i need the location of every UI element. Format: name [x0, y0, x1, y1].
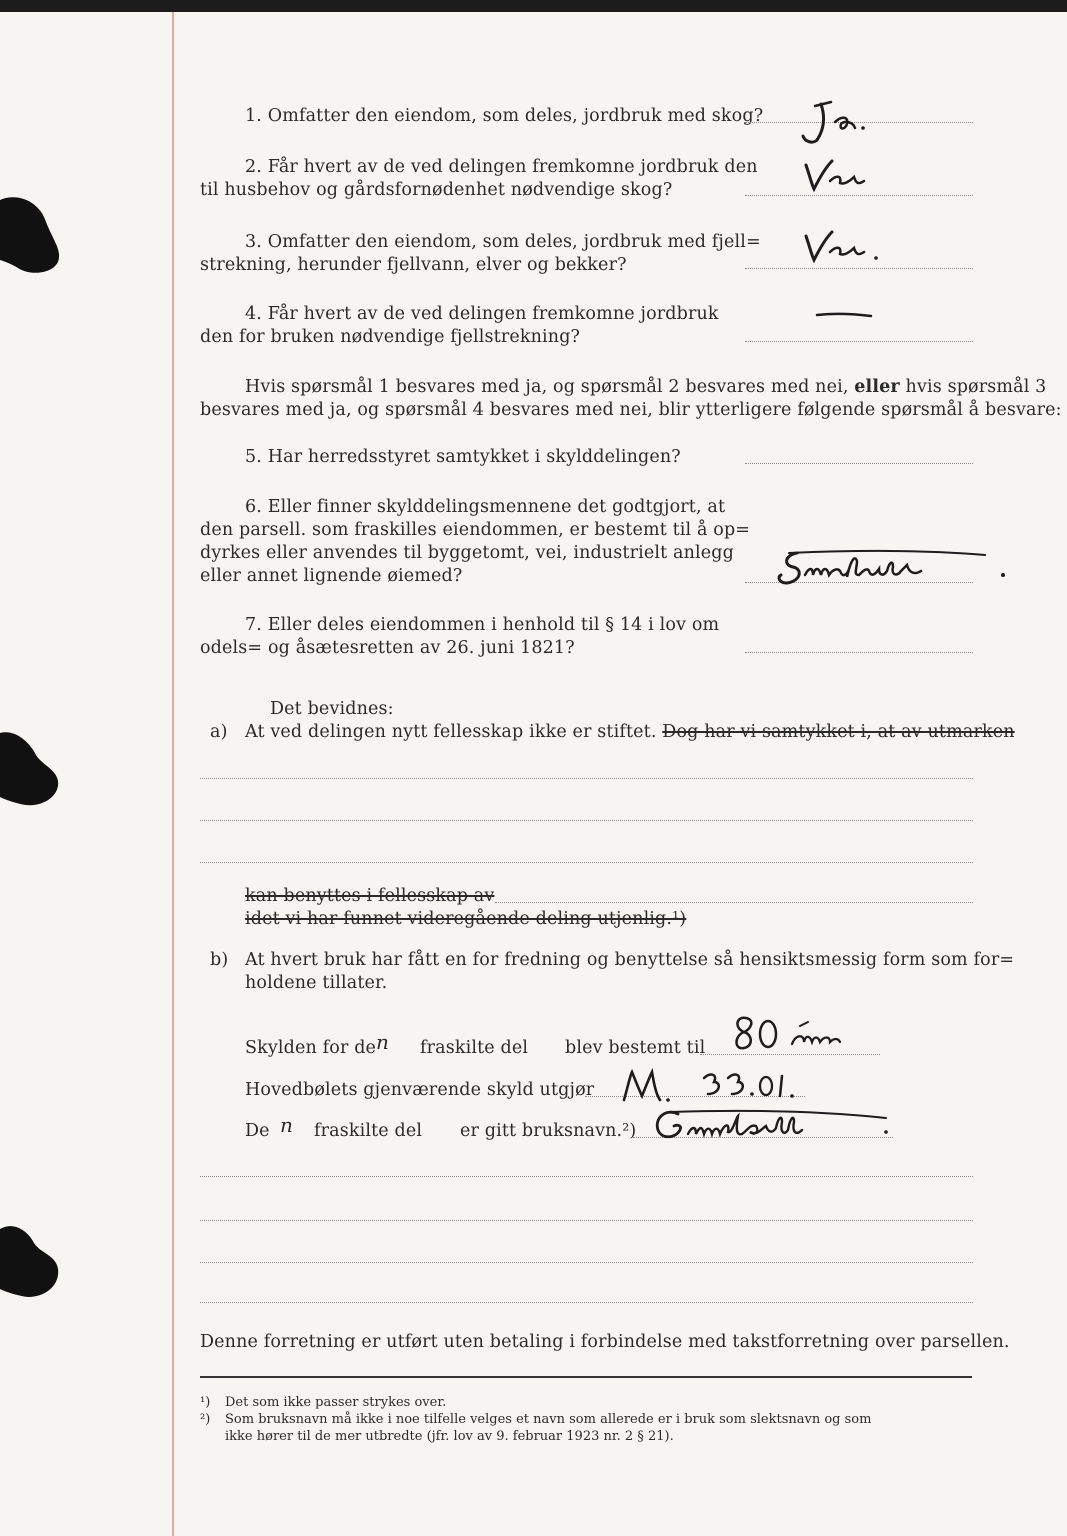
- certify-b-marker: b): [210, 950, 229, 970]
- blank-line: [200, 1176, 973, 1177]
- answer-line-2: [745, 195, 973, 196]
- question-4-line-2: den for bruken nødvendige fjellstrekning?: [200, 327, 581, 347]
- footnote-1-mark: ¹): [200, 1395, 211, 1410]
- punch-hole-icon: [0, 725, 60, 813]
- handwritten-answer-2: [800, 155, 880, 195]
- red-margin-line: [172, 12, 174, 1536]
- footnote-1-text: Det som ikke passer strykes over.: [225, 1395, 447, 1410]
- answer-line-3: [745, 268, 973, 269]
- blank-line: [200, 1262, 973, 1263]
- blank-line: [200, 1302, 973, 1303]
- question-3-line-1: 3. Omfatter den eiendom, som deles, jordbruk med fjell=: [245, 232, 761, 252]
- certify-a-marker: a): [210, 722, 228, 742]
- blank-line: [200, 1220, 973, 1221]
- blank-line: [200, 778, 973, 779]
- conditional-text-a: Hvis spørsmål 1 besvares med ja, og spørsmål 2 besvares med nei,: [245, 377, 849, 397]
- handwritten-answer-4: [815, 306, 875, 322]
- certify-a-text: At ved delingen nytt fellesskap ikke er stiftet.: [245, 722, 657, 742]
- certify-heading: Det bevidnes:: [270, 699, 394, 719]
- answer-line-5: [745, 463, 973, 464]
- question-6-line-2: den parsell. som fraskilles eiendommen, er bestemt til å op=: [200, 520, 751, 540]
- skyld-row-3-handwritten-fill: n: [280, 1113, 294, 1137]
- footnote-2-line-1: Som bruksnavn må ikke i noe tilfelle velges et navn som allerede er i bruk som slektsnavn og som: [225, 1412, 872, 1427]
- skyld-row-1-handwritten-fill: n: [376, 1030, 390, 1054]
- footnote-2-line-2: ikke hører til de mer utbredte (jfr. lov av 9. februar 1923 nr. 2 § 21).: [225, 1429, 674, 1444]
- blank-line: [200, 820, 973, 821]
- conditional-line-1: [245, 375, 1046, 399]
- certify-a-struck-text: Dog har vi samtykket i, at av utmarken: [662, 722, 1015, 742]
- handwritten-answer-6: [775, 545, 1015, 591]
- skyld-row-1-text-c: blev bestemt til: [565, 1038, 706, 1058]
- closing-statement: Denne forretning er utført uten betaling i forbindelse med takstforretning over parsellen.: [200, 1332, 1010, 1352]
- footnote-divider: [200, 1376, 972, 1378]
- question-1-text: 1. Omfatter den eiendom, som deles, jordbruk med skog?: [245, 106, 764, 126]
- question-3-line-2: strekning, herunder fjellvann, elver og bekker?: [200, 255, 627, 275]
- conditional-line-2: besvares med ja, og spørsmål 4 besvares med nei, blir ytterligere følgende spørsmål å besvare:: [200, 400, 1062, 420]
- footnote-2-mark: ²): [200, 1412, 211, 1427]
- handwritten-answer-bruksnavn: [650, 1104, 900, 1148]
- handwritten-answer-1: [795, 98, 875, 146]
- skyld-row-3-text-b: fraskilte del: [314, 1121, 423, 1141]
- certify-b-line-1: At hvert bruk har fått en for fredning og benyttelse så hensiktsmessig form som for=: [245, 950, 1015, 970]
- punch-hole-icon: [0, 190, 60, 278]
- question-7-line-2: odels= og åsætesretten av 26. juni 1821?: [200, 638, 575, 658]
- question-7-line-1: 7. Eller deles eiendommen i henhold til § 14 i lov om: [245, 615, 720, 635]
- punch-hole-icon: [0, 1215, 60, 1303]
- handwritten-answer-skyld: [730, 1012, 870, 1056]
- question-4-line-1: 4. Får hvert av de ved delingen fremkomne jordbruk: [245, 304, 719, 324]
- scan-top-edge: [0, 0, 1067, 12]
- handwritten-answer-hovedbol: [618, 1066, 808, 1106]
- certify-a-line: [245, 720, 1015, 744]
- conditional-bold: eller: [854, 377, 900, 397]
- question-2-line-1: 2. Får hvert av de ved delingen fremkomne jordbruk den: [245, 157, 758, 177]
- skyld-row-2-label: Hovedbølets gjenværende skyld utgjør: [245, 1080, 595, 1100]
- answer-line-7: [745, 652, 973, 653]
- blank-line: [200, 862, 973, 863]
- question-6-line-1: 6. Eller finner skylddelingsmennene det godtgjort, at: [245, 497, 726, 517]
- question-5-text: 5. Har herredsstyret samtykket i skylddelingen?: [245, 447, 681, 467]
- skyld-row-3-text-c: er gitt bruksnavn.²): [460, 1121, 637, 1141]
- question-6-line-3: dyrkes eller anvendes til byggetomt, vei, industrielt anlegg: [200, 543, 734, 563]
- conditional-text-b: hvis spørsmål 3: [905, 377, 1047, 397]
- question-2-line-2: til husbehov og gårdsfornødenhet nødvendige skog?: [200, 180, 673, 200]
- skyld-row-1-text-b: fraskilte del: [420, 1038, 529, 1058]
- answer-line-4: [745, 341, 973, 342]
- handwritten-answer-3: [800, 226, 890, 266]
- blank-line: [495, 902, 973, 903]
- skyld-row-1-text-a: Skylden for de: [245, 1038, 377, 1058]
- question-6-line-4: eller annet lignende øiemed?: [200, 566, 463, 586]
- certify-b-line-2: holdene tillater.: [245, 973, 388, 993]
- struck-line-2: idet vi har funnet videregående deling utjenlig.¹): [245, 909, 687, 929]
- skyld-row-3-text-a: De: [245, 1121, 270, 1141]
- struck-line-1: kan benyttes i fellesskap av: [245, 886, 495, 906]
